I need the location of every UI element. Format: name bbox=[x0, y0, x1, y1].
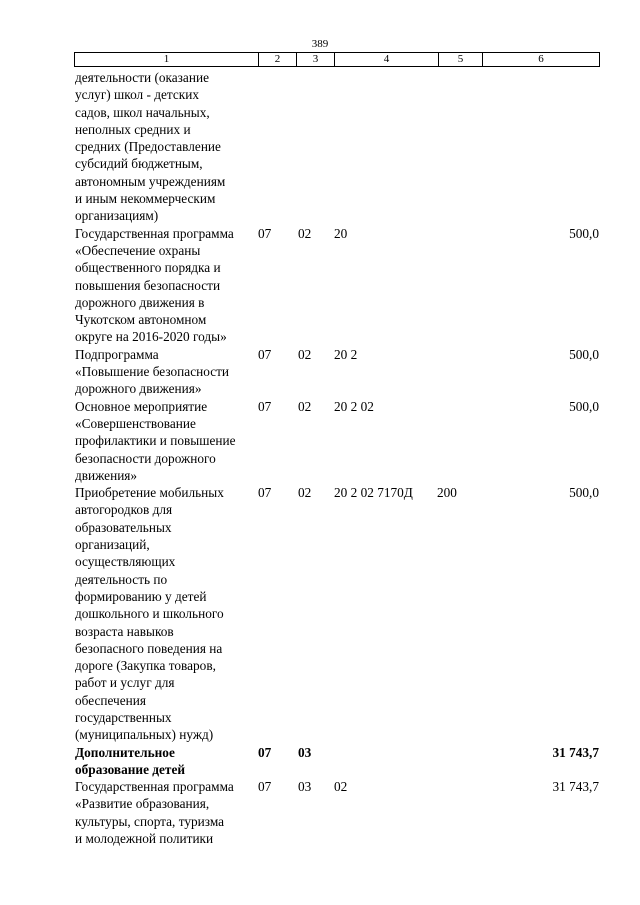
column-header-table bbox=[74, 52, 600, 67]
description-line: дошкольного и школьного bbox=[75, 606, 224, 622]
amount: 500,0 bbox=[569, 225, 599, 241]
description-line: осуществляющих bbox=[75, 554, 176, 570]
amount: 500,0 bbox=[569, 398, 599, 414]
description-line: повышения безопасности bbox=[75, 277, 221, 293]
table-row bbox=[75, 398, 601, 484]
column-header-4: 4 bbox=[335, 53, 439, 67]
description-line: «Развитие образования, bbox=[75, 796, 210, 812]
column-header-1: 1 bbox=[75, 53, 259, 67]
amount: 500,0 bbox=[569, 346, 599, 362]
description-line: безопасности дорожного bbox=[75, 450, 216, 466]
page-number: 389 bbox=[311, 38, 329, 50]
table-row bbox=[75, 778, 601, 847]
subsection-code: 02 bbox=[298, 225, 312, 241]
description-line: Государственная программа bbox=[75, 779, 234, 795]
description-line: средних (Предоставление bbox=[75, 139, 221, 155]
amount: 31 743,7 bbox=[552, 779, 599, 795]
description-line: профилактики и повышение bbox=[75, 433, 236, 449]
description-line: Приобретение мобильных bbox=[75, 485, 224, 501]
column-header-2: 2 bbox=[259, 53, 297, 67]
description-line: обеспечения bbox=[75, 692, 146, 708]
description-line: дорожного движения в bbox=[75, 294, 205, 310]
description-line: (муниципальных) нужд) bbox=[75, 727, 214, 743]
description-line: Государственная программа bbox=[75, 225, 234, 241]
row-description bbox=[75, 398, 255, 484]
section-code: 07 bbox=[258, 398, 272, 414]
section-code: 07 bbox=[258, 485, 272, 501]
description-line: неполных средних и bbox=[75, 121, 191, 137]
subsection-code: 02 bbox=[298, 485, 312, 501]
section-code: 07 bbox=[258, 225, 272, 241]
description-line: образовательных bbox=[75, 519, 172, 535]
description-line: движения» bbox=[75, 467, 138, 483]
description-line: дорожного движения» bbox=[75, 381, 202, 397]
description-line: субсидий бюджетным, bbox=[75, 156, 203, 172]
table-row bbox=[75, 69, 601, 225]
column-header-5: 5 bbox=[439, 53, 483, 67]
section-code: 07 bbox=[258, 779, 272, 795]
row-description bbox=[75, 225, 255, 346]
description-line: садов, школ начальных, bbox=[75, 104, 210, 120]
description-line: дороге (Закупка товаров, bbox=[75, 658, 216, 674]
description-line: организациям) bbox=[75, 208, 159, 224]
row-description bbox=[75, 744, 255, 779]
description-line: общественного порядка и bbox=[75, 260, 221, 276]
budget-table-body bbox=[75, 69, 601, 847]
target-article-code: 20 2 02 bbox=[334, 398, 374, 414]
description-line: Подпрограмма bbox=[75, 346, 159, 362]
description-line: организаций, bbox=[75, 537, 150, 553]
description-line: возраста навыков bbox=[75, 623, 174, 639]
expense-type-code: 200 bbox=[437, 485, 457, 501]
description-line: и молодежной политики bbox=[75, 831, 214, 847]
row-description bbox=[75, 346, 255, 398]
subsection-code: 03 bbox=[298, 744, 312, 760]
column-header-6: 6 bbox=[483, 53, 600, 67]
table-row bbox=[75, 346, 601, 398]
row-description bbox=[75, 484, 255, 743]
table-row bbox=[75, 225, 601, 346]
row-description bbox=[75, 69, 255, 225]
column-header-row bbox=[75, 53, 600, 67]
description-line: округе на 2016-2020 годы» bbox=[75, 329, 227, 345]
description-line: деятельности (оказание bbox=[75, 70, 209, 85]
subsection-code: 03 bbox=[298, 779, 312, 795]
description-line: автогородков для bbox=[75, 502, 173, 518]
description-line: образование детей bbox=[75, 761, 186, 777]
description-line: формированию у детей bbox=[75, 588, 207, 604]
description-line: и иным некоммерческим bbox=[75, 191, 216, 207]
target-article-code: 20 2 bbox=[334, 346, 358, 362]
description-line: автономным учреждениям bbox=[75, 173, 226, 189]
description-line: Чукотском автономном bbox=[75, 312, 207, 328]
description-line: деятельность по bbox=[75, 571, 168, 587]
section-code: 07 bbox=[258, 744, 272, 760]
row-description bbox=[75, 778, 255, 847]
description-line: Дополнительное bbox=[75, 744, 175, 760]
amount: 31 743,7 bbox=[552, 744, 599, 760]
subsection-code: 02 bbox=[298, 346, 312, 362]
target-article-code: 20 2 02 7170Д bbox=[334, 485, 413, 501]
description-line: «Совершенствование bbox=[75, 415, 196, 431]
amount: 500,0 bbox=[569, 485, 599, 501]
subsection-code: 02 bbox=[298, 398, 312, 414]
column-header-3: 3 bbox=[297, 53, 335, 67]
table-row bbox=[75, 484, 601, 743]
target-article-code: 02 bbox=[334, 779, 348, 795]
description-line: государственных bbox=[75, 709, 172, 725]
description-line: Основное мероприятие bbox=[75, 398, 208, 414]
description-line: безопасного поведения на bbox=[75, 640, 223, 656]
description-line: «Обеспечение охраны bbox=[75, 242, 201, 258]
description-line: услуг) школ - детских bbox=[75, 87, 200, 103]
section-code: 07 bbox=[258, 346, 272, 362]
table-row bbox=[75, 744, 601, 779]
description-line: работ и услуг для bbox=[75, 675, 175, 691]
target-article-code: 20 bbox=[334, 225, 348, 241]
description-line: «Повышение безопасности bbox=[75, 364, 230, 380]
description-line: культуры, спорта, туризма bbox=[75, 813, 225, 829]
